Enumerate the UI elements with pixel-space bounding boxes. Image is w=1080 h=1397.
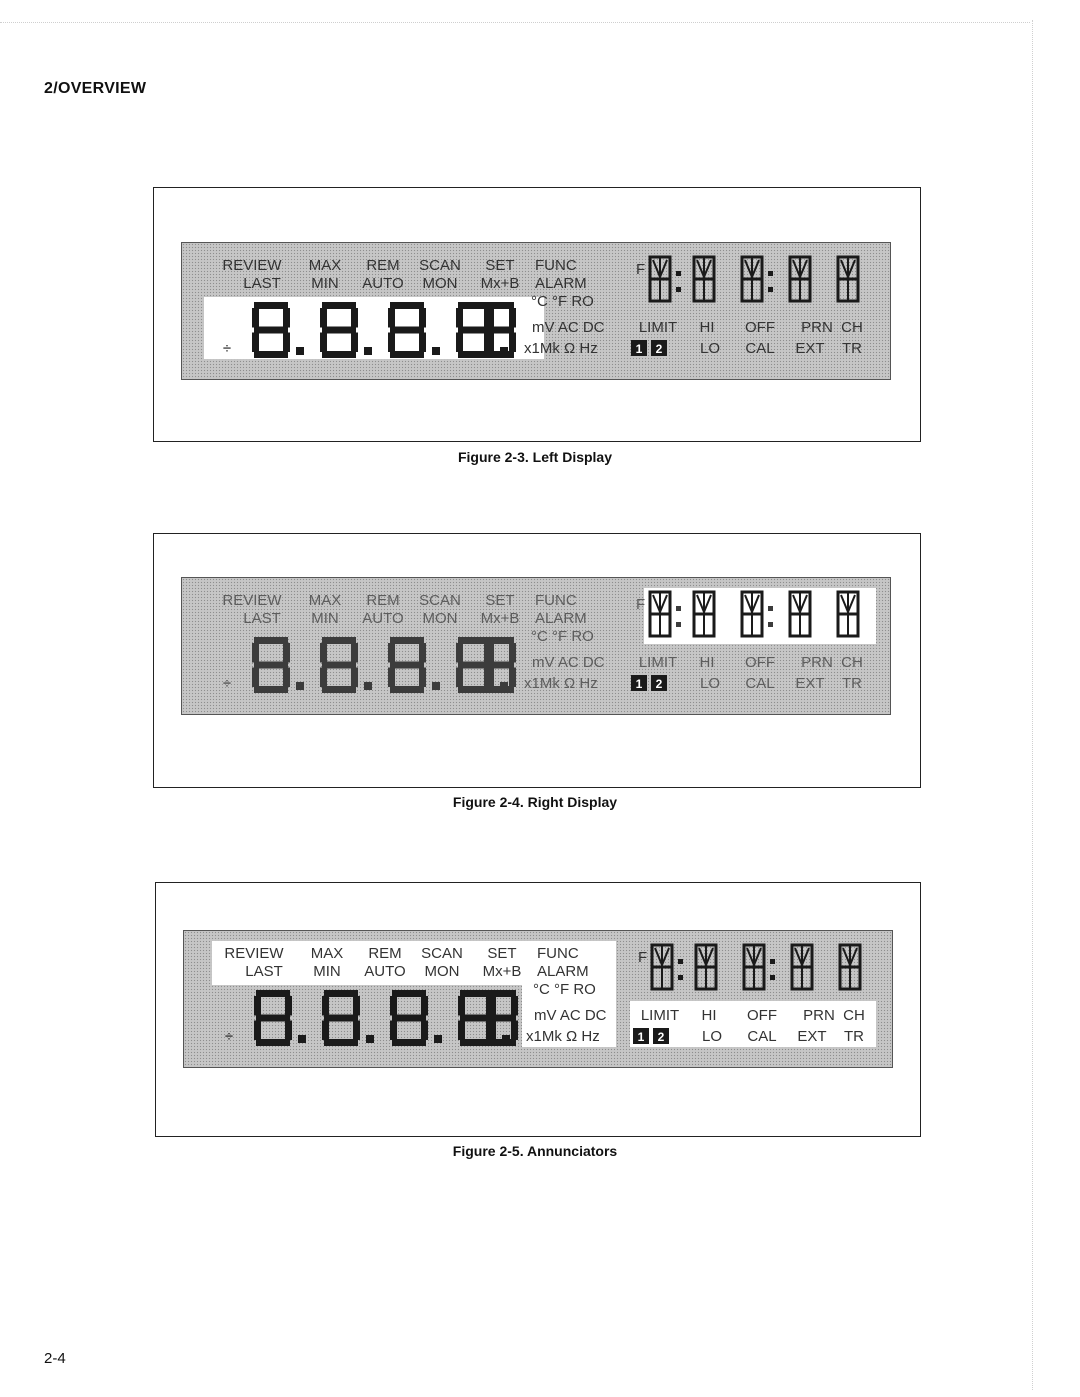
right-char	[840, 945, 860, 989]
segment	[322, 996, 329, 1016]
channel-badge-label: 2	[655, 342, 663, 356]
segment	[662, 948, 669, 965]
annunciator-mx-b: Mx+B	[480, 610, 520, 627]
colon-dot	[676, 606, 681, 611]
annunciator-prn: PRN	[801, 654, 833, 671]
segment	[800, 595, 807, 612]
decimal-point	[366, 1035, 374, 1043]
segment	[419, 643, 426, 663]
decimal-point	[296, 682, 304, 690]
segment	[484, 643, 491, 663]
annunciator-ext: EXT	[795, 675, 825, 692]
annunciator-review: REVIEW	[224, 945, 284, 962]
main-digit	[320, 637, 358, 693]
segment	[322, 637, 356, 644]
segment	[285, 996, 292, 1016]
segment	[456, 308, 463, 328]
segment	[390, 1021, 397, 1041]
sign-glyph: ÷	[224, 1028, 234, 1045]
annunciator-review: REVIEW	[222, 592, 282, 609]
segment	[390, 996, 397, 1016]
channel-badge-label: 2	[655, 677, 663, 691]
annunciator-last: LAST	[245, 963, 283, 980]
segment	[486, 996, 493, 1016]
figure-2-4-caption: Figure 2-4. Right Display	[452, 794, 618, 810]
right-char	[650, 592, 670, 636]
segment	[254, 996, 261, 1016]
segment	[697, 595, 704, 612]
segment	[458, 996, 465, 1016]
annunciator-hi: HI	[699, 654, 715, 671]
annunciator-scan: SCAN	[419, 592, 461, 609]
annunciator-set: SET	[485, 257, 515, 274]
annunciator-ch: CH	[841, 654, 863, 671]
annunciator-tr: TR	[844, 1028, 864, 1045]
segment	[841, 595, 848, 612]
right-char	[652, 945, 672, 989]
main-digit	[254, 990, 292, 1046]
segment	[283, 333, 290, 353]
segment	[254, 302, 288, 309]
segment	[655, 948, 662, 965]
annunciator-min: MIN	[313, 963, 341, 980]
segment	[704, 260, 711, 277]
segment	[322, 302, 356, 309]
segment	[254, 637, 288, 644]
annunciator-set: SET	[487, 945, 517, 962]
segment	[324, 1039, 358, 1046]
channel-badge-label: 1	[635, 342, 643, 356]
channel-badge-label: 2	[657, 1030, 665, 1044]
annunciator-temperature: °C °F RO	[531, 628, 594, 645]
segment	[320, 668, 327, 688]
annunciator-f: F	[636, 261, 646, 278]
annunciator-units-voltage: mV AC DC	[532, 654, 605, 671]
colon-dot	[768, 606, 773, 611]
segment	[802, 948, 809, 965]
segment	[509, 308, 516, 328]
right-char	[792, 945, 812, 989]
segment	[283, 308, 290, 328]
page-number: 2-4	[44, 1350, 66, 1367]
annunciator-scan: SCAN	[419, 257, 461, 274]
segment	[419, 333, 426, 353]
colon-dot	[768, 622, 773, 627]
scan-edge-top	[0, 22, 1030, 23]
annunciator-auto: AUTO	[362, 275, 404, 292]
section-header: 2/OVERVIEW	[44, 80, 147, 97]
right-char	[742, 257, 762, 301]
colon-dot	[770, 975, 775, 980]
right-char	[694, 592, 714, 636]
segment	[484, 333, 491, 353]
annunciator-units-voltage: mV AC DC	[532, 319, 605, 336]
segment	[324, 990, 358, 997]
right-char	[790, 257, 810, 301]
annunciator-last: LAST	[243, 610, 281, 627]
annunciator-rem: REM	[368, 945, 402, 962]
lcd-panel	[183, 930, 893, 1068]
segment	[390, 662, 424, 669]
segment	[848, 595, 855, 612]
segment	[390, 302, 424, 309]
segment	[252, 333, 259, 353]
segment	[324, 1015, 358, 1022]
segment	[841, 260, 848, 277]
annunciator-cal: CAL	[745, 675, 775, 692]
segment	[484, 668, 491, 688]
segment	[511, 1021, 518, 1041]
right-char	[696, 945, 716, 989]
segment	[351, 643, 358, 663]
lcd-panel	[181, 242, 891, 380]
annunciator-limit: LIMIT	[638, 319, 678, 336]
annunciator-lo: LO	[699, 675, 721, 692]
main-digit	[252, 637, 290, 693]
segment	[390, 686, 424, 693]
segment	[745, 260, 752, 277]
channel-badge-label: 1	[637, 1030, 645, 1044]
segment	[285, 1021, 292, 1041]
annunciator-auto: AUTO	[364, 963, 406, 980]
segment	[747, 948, 754, 965]
annunciator-review: REVIEW	[222, 257, 282, 274]
segment	[320, 308, 327, 328]
segment	[390, 637, 424, 644]
annunciator-units-voltage: mV AC DC	[534, 1007, 607, 1024]
segment	[254, 662, 288, 669]
segment	[256, 1015, 290, 1022]
annunciator-max: MAX	[310, 945, 344, 962]
segment	[252, 668, 259, 688]
annunciator-scan: SCAN	[421, 945, 463, 962]
annunciator-limit: LIMIT	[638, 654, 678, 671]
segment	[254, 1021, 261, 1041]
decimal-point	[432, 347, 440, 355]
segment	[392, 1015, 426, 1022]
annunciator-mx-b: Mx+B	[480, 275, 520, 292]
segment	[509, 668, 516, 688]
segment	[706, 948, 713, 965]
segment	[793, 595, 800, 612]
colon-dot	[678, 959, 683, 964]
annunciator-ext: EXT	[797, 1028, 827, 1045]
annunciator-prn: PRN	[801, 319, 833, 336]
segment	[486, 327, 514, 334]
segment	[353, 1021, 360, 1041]
annunciator-lo: LO	[699, 340, 721, 357]
main-digit	[320, 302, 358, 358]
segment	[419, 308, 426, 328]
annunciator-mx-b: Mx+B	[482, 963, 522, 980]
figure-2-5-frame	[155, 882, 921, 1137]
segment	[486, 351, 514, 358]
figure-2-5-caption: Figure 2-5. Annunciators	[452, 1143, 618, 1159]
annunciator-max: MAX	[308, 257, 342, 274]
segment	[456, 643, 463, 663]
annunciator-temperature: °C °F RO	[531, 293, 594, 310]
segment	[351, 308, 358, 328]
annunciator-ext: EXT	[795, 340, 825, 357]
annunciator-hi: HI	[701, 1007, 717, 1024]
annunciator-tr: TR	[842, 675, 862, 692]
annunciator-off: OFF	[745, 319, 775, 336]
annunciator-func: FUNC	[535, 257, 577, 274]
segment	[421, 1021, 428, 1041]
segment	[660, 260, 667, 277]
annunciator-func: FUNC	[537, 945, 579, 962]
annunciator-limit: LIMIT	[640, 1007, 680, 1024]
channel-badge-label: 1	[635, 677, 643, 691]
annunciator-ch: CH	[841, 319, 863, 336]
segment	[486, 662, 514, 669]
annunciator-mon: MON	[422, 610, 458, 627]
segment	[322, 1021, 329, 1041]
segment	[704, 595, 711, 612]
segment	[486, 637, 514, 644]
colon-dot	[676, 622, 681, 627]
decimal-point	[432, 682, 440, 690]
colon-dot	[768, 271, 773, 276]
segment	[254, 327, 288, 334]
colon-dot	[678, 975, 683, 980]
annunciator-mon: MON	[424, 963, 460, 980]
annunciator-tr: TR	[842, 340, 862, 357]
decimal-point	[296, 347, 304, 355]
lcd-graphic	[184, 931, 894, 1069]
colon-dot	[768, 287, 773, 292]
right-char	[790, 592, 810, 636]
main-digit	[322, 990, 360, 1046]
segment	[653, 595, 660, 612]
segment	[843, 948, 850, 965]
scan-edge-right	[1032, 20, 1033, 1390]
segment	[390, 351, 424, 358]
segment	[850, 948, 857, 965]
annunciator-units-multiplier: x1Mk Ω Hz	[524, 675, 598, 692]
segment	[322, 686, 356, 693]
segment	[484, 308, 491, 328]
main-digit	[388, 637, 426, 693]
segment	[486, 302, 514, 309]
segment	[353, 996, 360, 1016]
annunciator-rem: REM	[366, 592, 400, 609]
segment	[660, 595, 667, 612]
segment	[351, 333, 358, 353]
segment	[322, 662, 356, 669]
segment	[511, 996, 518, 1016]
sign-glyph: ÷	[222, 340, 232, 357]
segment	[252, 308, 259, 328]
figure-2-4-frame	[153, 533, 921, 788]
segment	[421, 996, 428, 1016]
segment	[256, 1039, 290, 1046]
decimal-point	[298, 1035, 306, 1043]
annunciator-prn: PRN	[803, 1007, 835, 1024]
sign-glyph: ÷	[222, 675, 232, 692]
decimal-point	[434, 1035, 442, 1043]
annunciator-func: FUNC	[535, 592, 577, 609]
annunciator-off: OFF	[747, 1007, 777, 1024]
segment	[754, 948, 761, 965]
segment	[488, 1015, 516, 1022]
decimal-point	[364, 682, 372, 690]
annunciator-units-multiplier: x1Mk Ω Hz	[526, 1028, 600, 1045]
segment	[419, 668, 426, 688]
main-digit	[388, 302, 426, 358]
segment	[752, 595, 759, 612]
segment	[793, 260, 800, 277]
segment	[390, 327, 424, 334]
segment	[283, 643, 290, 663]
segment	[254, 351, 288, 358]
annunciator-alarm: ALARM	[537, 963, 589, 980]
annunciator-min: MIN	[311, 610, 339, 627]
segment	[320, 643, 327, 663]
segment	[252, 643, 259, 663]
annunciator-max: MAX	[308, 592, 342, 609]
segment	[392, 1039, 426, 1046]
annunciator-alarm: ALARM	[535, 275, 587, 292]
segment	[486, 686, 514, 693]
segment	[488, 1039, 516, 1046]
segment	[458, 1021, 465, 1041]
annunciator-last: LAST	[243, 275, 281, 292]
segment	[322, 327, 356, 334]
segment	[322, 351, 356, 358]
segment	[254, 686, 288, 693]
segment	[488, 990, 516, 997]
segment	[283, 668, 290, 688]
annunciator-ch: CH	[843, 1007, 865, 1024]
annunciator-units-multiplier: x1Mk Ω Hz	[524, 340, 598, 357]
annunciator-f: F	[636, 596, 646, 613]
segment	[800, 260, 807, 277]
annunciator-set: SET	[485, 592, 515, 609]
right-char	[694, 257, 714, 301]
annunciator-off: OFF	[745, 654, 775, 671]
right-char	[744, 945, 764, 989]
segment	[486, 1021, 493, 1041]
segment	[699, 948, 706, 965]
segment	[456, 333, 463, 353]
segment	[320, 333, 327, 353]
figure-2-3-frame	[153, 187, 921, 442]
annunciator-temperature: °C °F RO	[533, 981, 596, 998]
colon-dot	[676, 287, 681, 292]
segment	[745, 595, 752, 612]
right-char	[838, 257, 858, 301]
segment	[697, 260, 704, 277]
segment	[388, 643, 395, 663]
segment	[752, 260, 759, 277]
main-digit	[252, 302, 290, 358]
annunciator-cal: CAL	[745, 340, 775, 357]
lcd-panel	[181, 577, 891, 715]
segment	[848, 260, 855, 277]
annunciator-alarm: ALARM	[535, 610, 587, 627]
lcd-graphic	[182, 578, 892, 716]
annunciator-f: F	[638, 949, 648, 966]
figure-2-3-caption: Figure 2-3. Left Display	[457, 449, 613, 465]
segment	[509, 333, 516, 353]
segment	[388, 668, 395, 688]
annunciator-auto: AUTO	[362, 610, 404, 627]
colon-dot	[676, 271, 681, 276]
segment	[509, 643, 516, 663]
segment	[256, 990, 290, 997]
annunciator-hi: HI	[699, 319, 715, 336]
colon-dot	[770, 959, 775, 964]
annunciator-min: MIN	[311, 275, 339, 292]
annunciator-lo: LO	[701, 1028, 723, 1045]
segment	[653, 260, 660, 277]
main-digit	[390, 990, 428, 1046]
annunciator-mon: MON	[422, 275, 458, 292]
annunciator-cal: CAL	[747, 1028, 777, 1045]
right-char	[838, 592, 858, 636]
segment	[795, 948, 802, 965]
segment	[351, 668, 358, 688]
segment	[388, 333, 395, 353]
segment	[388, 308, 395, 328]
lcd-graphic	[182, 243, 892, 381]
right-char	[742, 592, 762, 636]
annunciator-rem: REM	[366, 257, 400, 274]
right-char	[650, 257, 670, 301]
decimal-point	[364, 347, 372, 355]
segment	[456, 668, 463, 688]
segment	[392, 990, 426, 997]
